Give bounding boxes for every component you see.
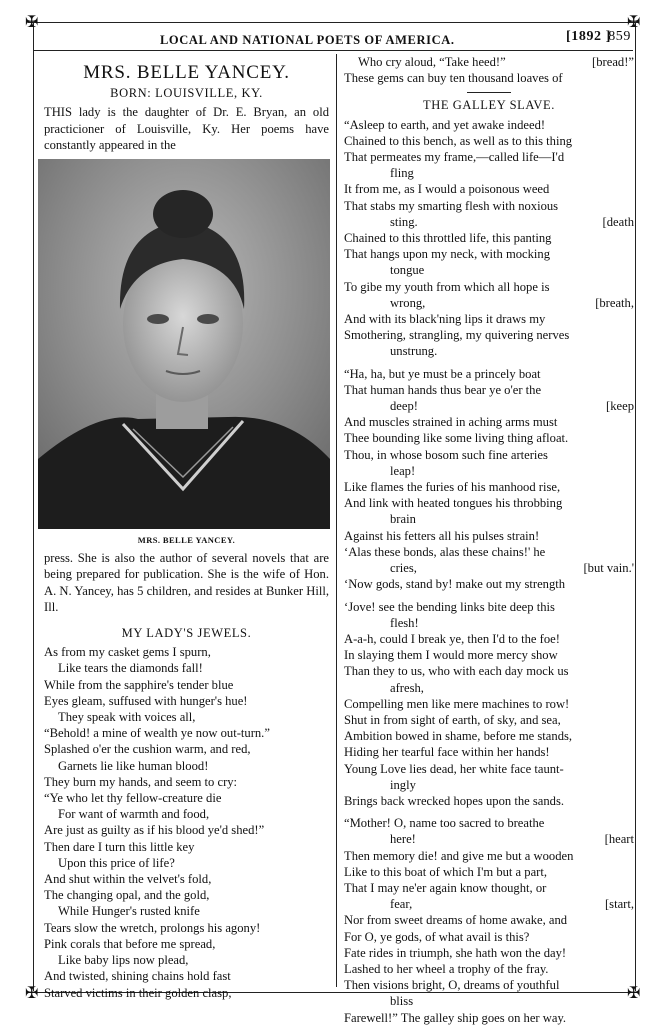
poem-line-text: ‘Alas these bonds, alas these chains!' he xyxy=(344,544,546,559)
poem-line-text: And link with heated tongues his throbbing xyxy=(344,496,563,511)
poem-line-text: Fate rides in triumph, she hath won the day! xyxy=(344,945,567,960)
poem-line-text: In slaying them I would more mercy show xyxy=(344,648,558,663)
poem-line: Tears slow the wretch, prolongs his agony! xyxy=(44,920,261,935)
poem-line-overflow: [start, xyxy=(604,897,634,912)
poem-line xyxy=(344,311,634,327)
poem-line xyxy=(344,815,634,831)
poem-line-text: deep! xyxy=(390,399,418,414)
poem-line xyxy=(344,831,634,847)
poem-line-text: ingly xyxy=(390,777,416,792)
poem-line-text: Chained to this throttled life, this panting xyxy=(344,231,552,246)
poem-line: Pink corals that before me spread, xyxy=(44,936,216,951)
poem-line xyxy=(344,663,634,679)
poem-line xyxy=(344,576,634,592)
poem-line: Upon this price of life? xyxy=(58,855,175,870)
poem-line-text: ‘Now gods, stand by! make out my strength xyxy=(344,577,566,592)
poem-line-text: “Asleep to earth, and yet awake indeed! xyxy=(344,117,546,132)
poem-line xyxy=(344,430,634,446)
poem-line-overflow: [keep xyxy=(606,399,634,414)
poem-line-text: fear, xyxy=(390,897,413,912)
poem-line-text: A-a-h, could I break ye, then I'd to the foe! xyxy=(344,631,560,646)
section-separator xyxy=(467,92,511,93)
poem-line-text: And muscles strained in aching arms must xyxy=(344,415,558,430)
poem-line xyxy=(344,165,634,181)
poem-line-text: Like flames the furies of his manhood rise, xyxy=(344,480,561,495)
poem-line xyxy=(344,864,634,880)
page-number: 859 xyxy=(608,29,631,44)
poem-line xyxy=(344,262,634,278)
poem-line-text: It from me, as I would a poisonous weed xyxy=(344,182,550,197)
corner-ornament-icon: ✠ xyxy=(25,983,39,1002)
poem-line: For want of warmth and food, xyxy=(58,807,210,822)
poem-line xyxy=(344,414,634,430)
poem-line xyxy=(344,599,634,615)
poem-line xyxy=(344,230,634,246)
poem-line xyxy=(344,912,634,928)
poem-line xyxy=(344,647,634,663)
poem-line: Then dare I turn this little key xyxy=(44,839,195,854)
poem-line xyxy=(344,615,634,631)
poem-line-text: For O, ye gods, of what avail is this? xyxy=(344,929,530,944)
poem-line-text: tongue xyxy=(390,263,425,278)
poem-line-text: Then visions bright, O, dreams of youthful xyxy=(344,978,560,993)
right-column xyxy=(344,54,634,1026)
poem-line-overflow: [but vain.' xyxy=(583,561,634,576)
poem-line xyxy=(344,181,634,197)
poem-line-text: Brings back wrecked hopes upon the sands. xyxy=(344,793,564,808)
poem-line-text: cries, xyxy=(390,561,417,576)
poem-line xyxy=(344,382,634,398)
running-header xyxy=(34,28,633,51)
poem-line xyxy=(344,528,634,544)
poem-line xyxy=(344,961,634,977)
poem-line xyxy=(344,198,634,214)
poem-line-text: wrong, xyxy=(390,295,426,310)
top-border-rule xyxy=(28,22,639,23)
poem-line-text: Hiding her tearful face within her hands! xyxy=(344,745,550,760)
poem-line: “Behold! a mine of wealth ye now out-turn.” xyxy=(44,726,270,741)
poem-line-text: Shut in from sight of earth, of sky, and sea, xyxy=(344,712,561,727)
author-portrait-photo xyxy=(38,159,330,529)
poem-title-galley-slave: THE GALLEY SLAVE. xyxy=(422,98,556,113)
poem-line xyxy=(344,214,634,230)
author-birthplace: BORN: LOUISVILLE, KY. xyxy=(110,86,263,101)
poem-line-text: brain xyxy=(390,512,416,527)
poem-line xyxy=(344,744,634,760)
poem-line xyxy=(344,149,634,165)
bio-paragraph-1: THIS lady is the daughter of Dr. E. Bryan, an old practicioner of Louisville, Ky. Her poems have constantly appeared in the xyxy=(44,105,329,152)
poem-line-text: sting. xyxy=(390,214,418,229)
poem-line-text: Thee bounding like some living thing afloat. xyxy=(344,431,569,446)
poem-line xyxy=(344,447,634,463)
poem-line-text: That stabs my smarting flesh with noxious xyxy=(344,198,559,213)
poem-line xyxy=(344,343,634,359)
photo-caption: MRS. BELLE YANCEY. xyxy=(137,535,236,546)
poem-line-overflow: [breath, xyxy=(595,295,634,310)
poem-line xyxy=(344,279,634,295)
poem-line-text: afresh, xyxy=(390,680,424,695)
poem-line: Starved victims in their golden clasp, xyxy=(44,985,232,1000)
poem-line: They burn my hands, and seem to cry: xyxy=(44,774,238,789)
poem-line-text: “Ha, ha, but ye must be a princely boat xyxy=(344,366,541,381)
poem-line-text: Who cry aloud, “Take heed!” xyxy=(358,55,506,69)
poem-line-text: unstrung. xyxy=(390,344,438,359)
poem-line-text: Ambition bowed in shame, before me stands, xyxy=(344,729,573,744)
poem-line-overflow: [death xyxy=(602,214,634,229)
poem-line-text: leap! xyxy=(390,463,416,478)
poem-line: Are just as guilty as if his blood ye'd shed!” xyxy=(44,823,265,838)
poem-line xyxy=(344,880,634,896)
left-border-rule xyxy=(33,22,34,991)
poem-line: Like baby lips now plead, xyxy=(58,953,189,968)
poem-line-text: Smothering, strangling, my quivering nerves xyxy=(344,328,570,343)
poem-line-text: Thou, in whose bosom such fine arteries xyxy=(344,447,548,462)
poem-line: They speak with voices all, xyxy=(58,710,196,725)
poem-line xyxy=(344,54,634,70)
poem-line-text: Chained to this bench, as well as to this thing xyxy=(344,133,573,148)
year-label: [1892 ] xyxy=(566,29,612,44)
poem-line xyxy=(344,133,634,149)
corner-ornament-icon: ✠ xyxy=(25,12,39,31)
poem-line-text: Than they to us, who with each day mock us xyxy=(344,664,569,679)
running-title: LOCAL AND NATIONAL POETS OF AMERICA. xyxy=(160,33,455,47)
poem-line-text: Farewell!” The galley ship goes on her way. xyxy=(344,1010,567,1025)
left-column xyxy=(44,54,329,1001)
poem-line-text: To gibe my youth from which all hope is xyxy=(344,279,550,294)
poem-line: Garnets lie like human blood! xyxy=(58,758,209,773)
poem-line xyxy=(344,761,634,777)
poem-line xyxy=(344,712,634,728)
poem-line xyxy=(344,327,634,343)
poem-line: And twisted, shining chains hold fast xyxy=(44,969,231,984)
poem-line xyxy=(344,631,634,647)
poem-line-text: Against his fetters all his pulses strain! xyxy=(344,528,540,543)
poem-line xyxy=(344,544,634,560)
poem-line xyxy=(344,246,634,262)
poem-line xyxy=(344,479,634,495)
poem-line xyxy=(344,977,634,993)
poem-line xyxy=(344,696,634,712)
poem-line xyxy=(344,929,634,945)
poem-line-text: Lashed to her wheel a trophy of the fray. xyxy=(344,961,549,976)
poem-line-text: bliss xyxy=(390,994,414,1009)
poem-line-text: And with its black'ning lips it draws my xyxy=(344,312,546,327)
poem-title-my-ladys-jewels: MY LADY'S JEWELS. xyxy=(121,626,252,641)
poem-line xyxy=(344,463,634,479)
poem-line-overflow: [bread!” xyxy=(592,55,634,69)
poem-my-ladys-jewels xyxy=(44,644,329,1000)
poem-line xyxy=(344,295,634,311)
poem-line xyxy=(344,793,634,809)
poem-line xyxy=(344,993,634,1009)
poem-line: These gems can buy ten thousand loaves of xyxy=(344,71,563,86)
poem-line xyxy=(344,495,634,511)
poem-line-text: “Mother! O, name too sacred to breathe xyxy=(344,816,545,831)
poem-line-text: Nor from sweet dreams of home awake, and xyxy=(344,913,568,928)
poem-galley-slave xyxy=(344,117,634,1026)
poem-line: As from my casket gems I spurn, xyxy=(44,645,211,660)
poem-line xyxy=(344,398,634,414)
portrait-illustration xyxy=(38,159,330,529)
poem-line xyxy=(344,560,634,576)
poem-line xyxy=(344,728,634,744)
poem-line-text: flesh! xyxy=(390,615,419,630)
author-name-heading: MRS. BELLE YANCEY. xyxy=(83,62,290,83)
corner-ornament-icon: ✠ xyxy=(627,12,641,31)
poem-line xyxy=(344,848,634,864)
poem-line: And shut within the velvet's fold, xyxy=(44,872,212,887)
poem-line-text: ‘Jove! see the bending links bite deep this xyxy=(344,599,555,614)
poem-line xyxy=(344,777,634,793)
poem-line: Eyes gleam, suffused with hunger's hue! xyxy=(44,693,248,708)
poem-line xyxy=(344,945,634,961)
poem-line-text: That hangs upon my neck, with mocking xyxy=(344,247,551,262)
poem-line xyxy=(344,117,634,133)
poem-line-text: fling xyxy=(390,166,414,181)
corner-ornament-icon: ✠ xyxy=(627,983,641,1002)
poem-line xyxy=(344,1010,634,1026)
poem-line: “Ye who let thy fellow-creature die xyxy=(44,791,222,806)
poem-line xyxy=(344,896,634,912)
poem-line-text: That I may ne'er again know thought, or xyxy=(344,880,547,895)
bio-paragraph-2: press. She is also the author of several novels that are being prepared for publication. She is the wife of Hon. A. N. Yancey, has 5 children, and resides at Bunker Hill, Ill. xyxy=(44,551,329,614)
poem-line xyxy=(344,680,634,696)
poem-line-text: Then memory die! and give me but a wooden xyxy=(344,848,574,863)
poem-line-text: Young Love lies dead, her white face taunt- xyxy=(344,761,564,776)
right-border-rule xyxy=(635,22,636,991)
poem-line: While Hunger's rusted knife xyxy=(58,904,200,919)
poem-line xyxy=(344,511,634,527)
poem-line-overflow: [heart xyxy=(604,832,634,847)
poem-line-text: here! xyxy=(390,832,416,847)
poem-line: Like tears the diamonds fall! xyxy=(58,661,203,676)
poem-line-text: Compelling men like mere machines to row! xyxy=(344,696,570,711)
poem-line: Splashed o'er the cushion warm, and red, xyxy=(44,742,251,757)
poem-line: While from the sapphire's tender blue xyxy=(44,677,234,692)
poem-line-text: Like to this boat of which I'm but a part, xyxy=(344,864,548,879)
poem-line xyxy=(344,366,634,382)
column-divider xyxy=(336,54,337,987)
poem-line-text: That human hands thus bear ye o'er the xyxy=(344,382,542,397)
poem-line-text: That permeates my frame,—called life—I'd xyxy=(344,150,565,165)
poem-line: The changing opal, and the gold, xyxy=(44,888,210,903)
